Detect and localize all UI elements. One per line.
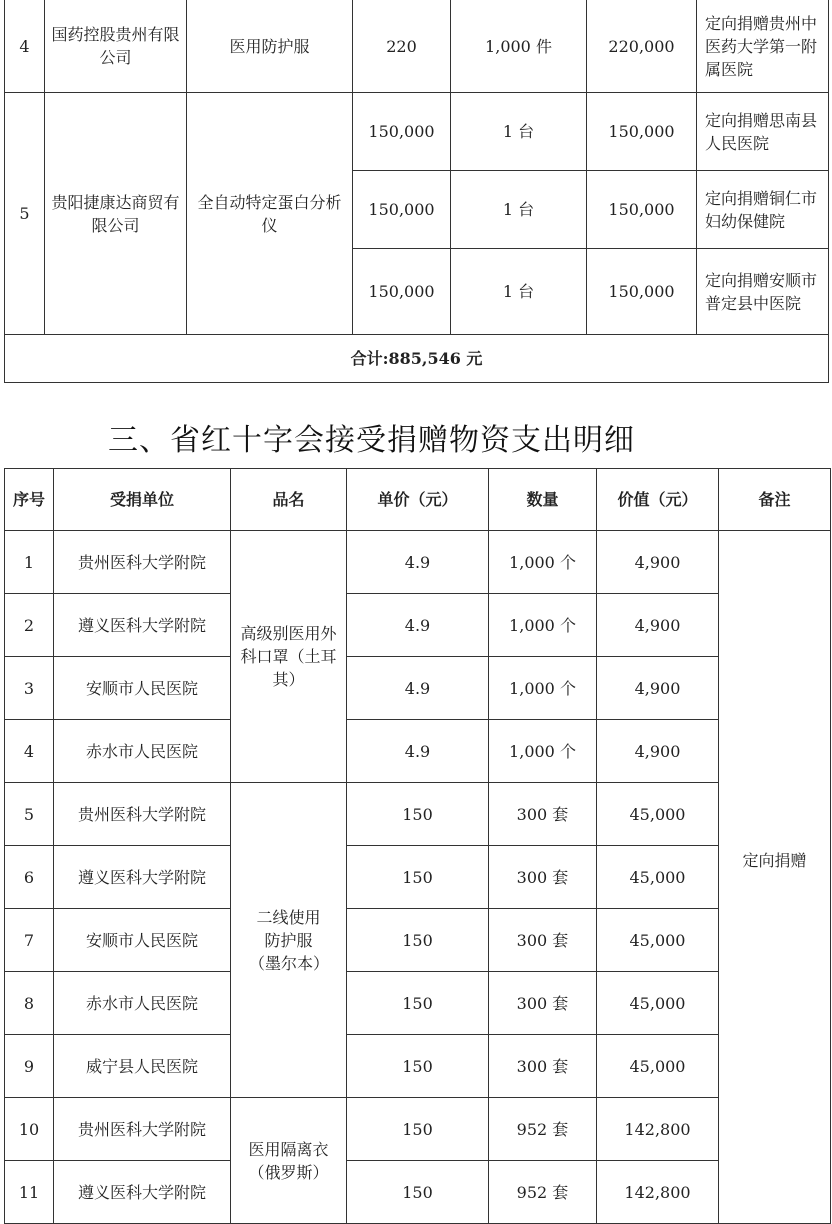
cell-no: 2 — [5, 594, 54, 657]
cell-value: 150,000 — [587, 93, 697, 171]
cell-no: 9 — [5, 1035, 54, 1098]
cell-value: 150,000 — [587, 249, 697, 335]
cell-qty: 952 套 — [489, 1098, 597, 1161]
table-row — [5, 1161, 831, 1224]
cell-qty: 300 套 — [489, 909, 597, 972]
cell-qty: 1 台 — [451, 171, 587, 249]
cell-value: 45,000 — [597, 909, 719, 972]
cell-qty: 300 套 — [489, 1035, 597, 1098]
cell-note: 定向捐赠铜仁市妇幼保健院 — [697, 171, 829, 249]
cell-value: 4,900 — [597, 657, 719, 720]
cell-qty: 300 套 — [489, 783, 597, 846]
cell-price: 4.9 — [347, 657, 489, 720]
cell-value: 45,000 — [597, 783, 719, 846]
cell-qty: 952 套 — [489, 1161, 597, 1224]
donation-expenditure-table — [4, 468, 831, 1224]
header-no: 序号 — [5, 469, 54, 531]
cell-value: 45,000 — [597, 846, 719, 909]
cell-recipient: 贵州医科大学附院 — [54, 783, 231, 846]
cell-no: 4 — [5, 0, 45, 93]
cell-value: 45,000 — [597, 1035, 719, 1098]
cell-item-group: 二线使用防护服（墨尔本） — [231, 783, 347, 1098]
cell-qty: 300 套 — [489, 846, 597, 909]
cell-price: 150 — [347, 846, 489, 909]
cell-value: 4,900 — [597, 531, 719, 594]
cell-recipient: 威宁县人民医院 — [54, 1035, 231, 1098]
cell-recipient: 遵义医科大学附院 — [54, 594, 231, 657]
table-row — [5, 720, 831, 783]
cell-note: 定向捐赠安顺市普定县中医院 — [697, 249, 829, 335]
table-row — [5, 846, 831, 909]
cell-no: 8 — [5, 972, 54, 1035]
cell-no: 5 — [5, 783, 54, 846]
cell-value: 4,900 — [597, 720, 719, 783]
cell-price: 4.9 — [347, 531, 489, 594]
header-recipient: 受捐单位 — [54, 469, 231, 531]
cell-price: 150 — [347, 1161, 489, 1224]
cell-qty: 1,000 件 — [451, 0, 587, 93]
cell-recipient: 安顺市人民医院 — [54, 657, 231, 720]
table-row — [5, 93, 829, 171]
header-price: 单价（元） — [347, 469, 489, 531]
cell-price: 150,000 — [353, 249, 451, 335]
table-row — [5, 1098, 831, 1161]
cell-item: 全自动特定蛋白分析仪 — [187, 93, 353, 335]
header-note: 备注 — [719, 469, 831, 531]
cell-item-group: 医用隔离衣（俄罗斯） — [231, 1098, 347, 1224]
cell-value: 45,000 — [597, 972, 719, 1035]
cell-value: 142,800 — [597, 1161, 719, 1224]
cell-price: 150,000 — [353, 93, 451, 171]
header-item: 品名 — [231, 469, 347, 531]
cell-no: 3 — [5, 657, 54, 720]
table-row — [5, 594, 831, 657]
cell-value: 220,000 — [587, 0, 697, 93]
table-row — [5, 783, 831, 846]
cell-price: 150,000 — [353, 171, 451, 249]
cell-qty: 1,000 个 — [489, 720, 597, 783]
table-row — [5, 1035, 831, 1098]
table-row — [5, 531, 831, 594]
total-cell: 合计:885,546 元 — [5, 335, 829, 383]
cell-no: 4 — [5, 720, 54, 783]
cell-recipient: 赤水市人民医院 — [54, 720, 231, 783]
cell-item: 医用防护服 — [187, 0, 353, 93]
cell-price: 4.9 — [347, 594, 489, 657]
cell-recipient: 遵义医科大学附院 — [54, 1161, 231, 1224]
cell-note: 定向捐赠贵州中医药大学第一附属医院 — [697, 0, 829, 93]
cell-price: 4.9 — [347, 720, 489, 783]
cell-price: 150 — [347, 972, 489, 1035]
cell-qty: 1 台 — [451, 93, 587, 171]
cell-donor: 国药控股贵州有限公司 — [45, 0, 187, 93]
cell-no: 10 — [5, 1098, 54, 1161]
cell-no: 5 — [5, 93, 45, 335]
cell-recipient: 安顺市人民医院 — [54, 909, 231, 972]
cell-note: 定向捐赠思南县人民医院 — [697, 93, 829, 171]
table-row — [5, 657, 831, 720]
cell-item-group: 高级别医用外科口罩（土耳其） — [231, 531, 347, 783]
cell-no: 7 — [5, 909, 54, 972]
cell-recipient: 贵州医科大学附院 — [54, 1098, 231, 1161]
cell-value: 150,000 — [587, 171, 697, 249]
cell-value: 142,800 — [597, 1098, 719, 1161]
cell-recipient: 遵义医科大学附院 — [54, 846, 231, 909]
cell-no: 11 — [5, 1161, 54, 1224]
table-row — [5, 0, 829, 93]
cell-recipient: 贵州医科大学附院 — [54, 531, 231, 594]
table-row — [5, 972, 831, 1035]
cell-recipient: 赤水市人民医院 — [54, 972, 231, 1035]
cell-price: 220 — [353, 0, 451, 93]
header-row — [5, 469, 831, 531]
cell-price: 150 — [347, 909, 489, 972]
cell-donor: 贵阳捷康达商贸有限公司 — [45, 93, 187, 335]
cell-no: 1 — [5, 531, 54, 594]
cell-price: 150 — [347, 783, 489, 846]
cell-qty: 1,000 个 — [489, 657, 597, 720]
cell-qty: 1,000 个 — [489, 531, 597, 594]
cell-note: 定向捐赠 — [719, 531, 831, 1224]
total-row — [5, 335, 829, 383]
cell-value: 4,900 — [597, 594, 719, 657]
cell-qty: 300 套 — [489, 972, 597, 1035]
header-value: 价值（元） — [597, 469, 719, 531]
section-title: 三、省红十字会接受捐赠物资支出明细 — [108, 423, 635, 458]
header-qty: 数量 — [489, 469, 597, 531]
cell-price: 150 — [347, 1098, 489, 1161]
cell-price: 150 — [347, 1035, 489, 1098]
cell-no: 6 — [5, 846, 54, 909]
table-row — [5, 909, 831, 972]
donation-income-table — [4, 0, 829, 383]
cell-qty: 1,000 个 — [489, 594, 597, 657]
cell-qty: 1 台 — [451, 249, 587, 335]
